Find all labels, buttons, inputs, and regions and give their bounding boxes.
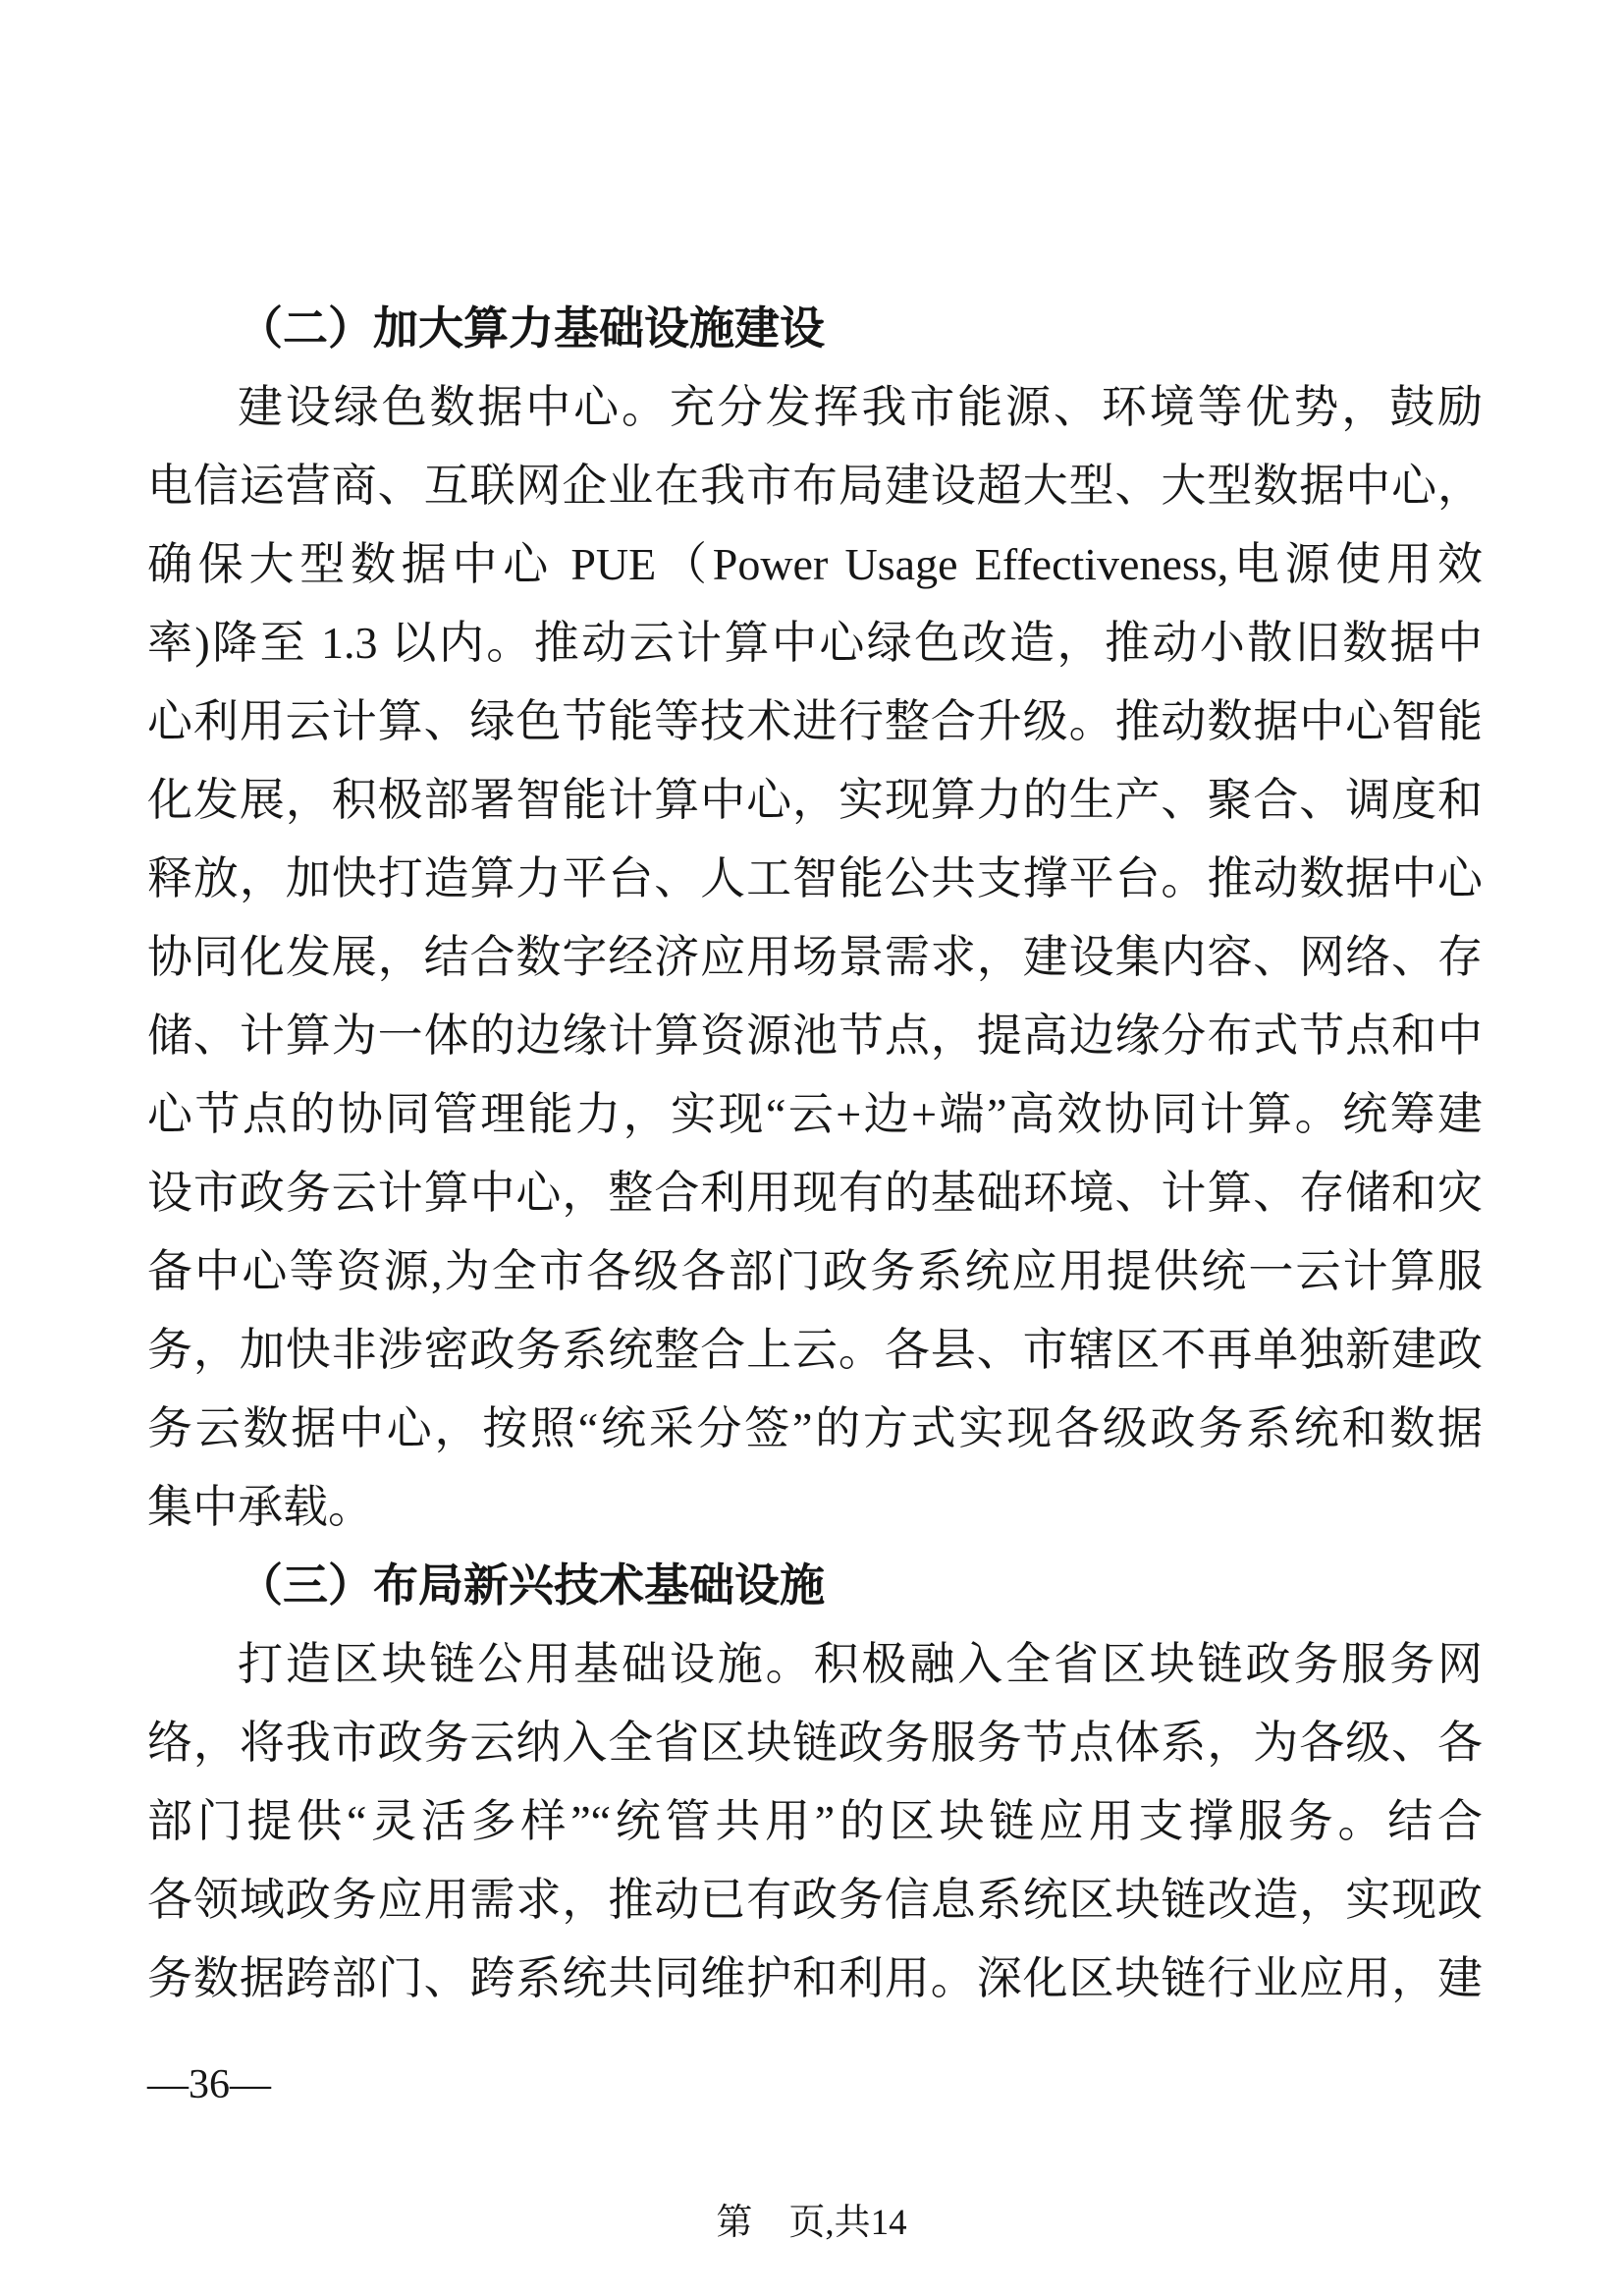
- text-line: 率)降至 1.3 以内。推动云计算中心绿色改造，推动小散旧数据中: [147, 618, 1483, 668]
- text-line: 集中承载。: [147, 1482, 373, 1532]
- text-line: 建设绿色数据中心。充分发挥我市能源、环境等优势，鼓励: [238, 382, 1483, 432]
- page-number: —36—: [147, 2062, 271, 2107]
- text-line: 务云数据中心，按照“统采分签”的方式实现各级政务系统和数据: [147, 1403, 1483, 1453]
- text-line: 各领域政务应用需求，推动已有政务信息系统区块链改造，实现政: [147, 1875, 1483, 1925]
- section-heading: （二）加大算力基础设施建设: [238, 303, 825, 354]
- text-line: 备中心等资源,为全市各级各部门政务系统应用提供统一云计算服: [147, 1246, 1483, 1296]
- text-line: 务数据跨部门、跨系统共同维护和利用。深化区块链行业应用，建: [147, 1953, 1483, 2003]
- text-line: 储、计算为一体的边缘计算资源池节点，提高边缘分布式节点和中: [147, 1011, 1483, 1061]
- document-body: [147, 290, 1483, 2018]
- text-line: 络，将我市政务云纳入全省区块链政务服务节点体系，为各级、各: [147, 1718, 1483, 1768]
- text-line: 打造区块链公用基础设施。积极融入全省区块链政务服务网: [238, 1639, 1483, 1689]
- text-line: 务，加快非涉密政务系统整合上云。各县、市辖区不再单独新建政: [147, 1325, 1483, 1375]
- text-line: 心利用云计算、绿色节能等技术进行整合升级。推动数据中心智能: [147, 696, 1483, 746]
- text-line: 部门提供“灵活多样”“统管共用”的区块链应用支撑服务。结合: [147, 1796, 1483, 1846]
- text-line: 电信运营商、互联网企业在我市布局建设超大型、大型数据中心，: [147, 461, 1483, 511]
- section-heading: （三）布局新兴技术基础设施: [238, 1560, 825, 1611]
- text-line: 心节点的协同管理能力，实现“云+边+端”高效协同计算。统筹建: [147, 1089, 1483, 1139]
- text-line: 释放，加快打造算力平台、人工智能公共支撑平台。推动数据中心: [147, 853, 1483, 903]
- text-line: 化发展，积极部署智能计算中心，实现算力的生产、聚合、调度和: [147, 775, 1483, 825]
- text-line: 协同化发展，结合数字经济应用场景需求，建设集内容、网络、存: [147, 932, 1483, 982]
- text-line: 设市政务云计算中心，整合利用现有的基础环境、计算、存储和灾: [147, 1168, 1483, 1218]
- footer-pagination: 第 页,共14: [716, 2203, 907, 2243]
- text-line: 确保大型数据中心 PUE（Power Usage Effectiveness,电源使用效: [147, 539, 1483, 589]
